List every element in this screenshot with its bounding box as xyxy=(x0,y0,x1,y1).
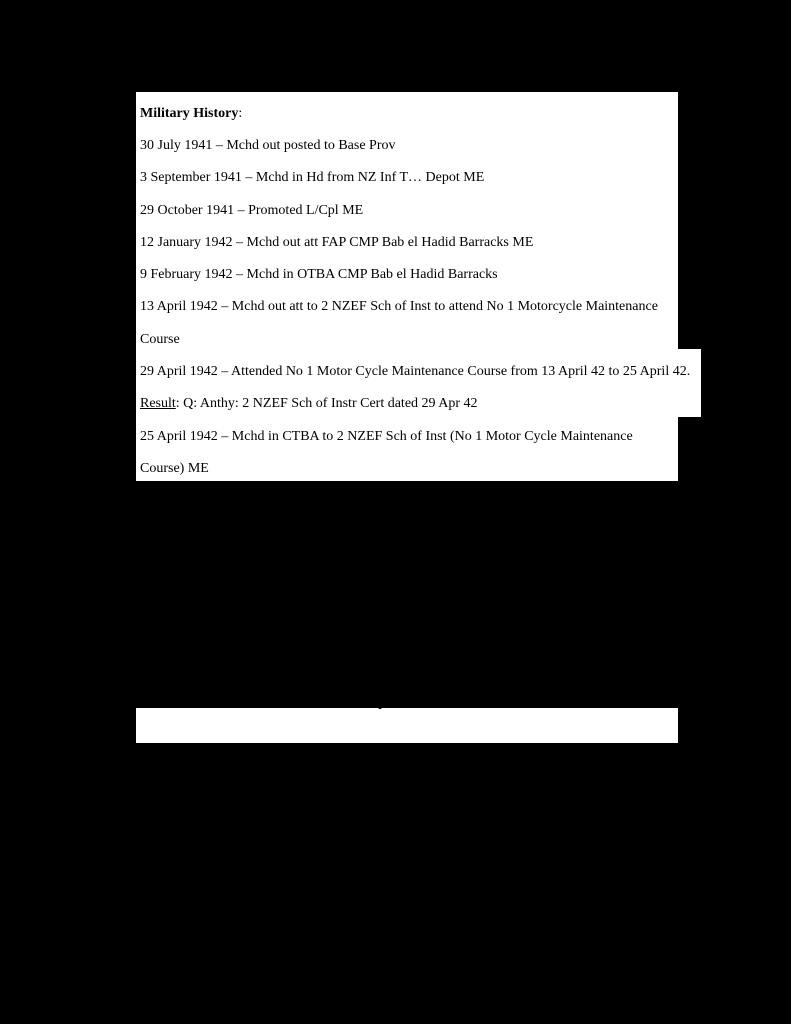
result-label: Result xyxy=(140,396,176,411)
section-heading xyxy=(140,105,242,123)
history-entry-continuation: Course xyxy=(140,332,180,347)
result-line xyxy=(140,395,478,413)
history-entry-continuation: Course) ME xyxy=(140,461,209,476)
history-entry: 29 October 1941 – Promoted L/Cpl ME xyxy=(140,203,364,218)
result-text: : Q: Anthy: 2 NZEF Sch of Instr Cert dated 29 Apr 42 xyxy=(175,396,478,411)
section-heading-label: Military History xyxy=(140,106,239,121)
history-entry: 29 April 1942 – Attended No 1 Motor Cycle Maintenance Course from 13 April 42 to 25 April 42. xyxy=(140,364,691,379)
text-fragment-mark xyxy=(378,704,382,709)
history-entry: 12 January 1942 – Mchd out att FAP CMP Bab el Hadid Barracks ME xyxy=(140,235,534,250)
section-heading-colon: : xyxy=(238,106,243,121)
history-entry: 9 February 1942 – Mchd in OTBA CMP Bab el Hadid Barracks xyxy=(140,267,498,282)
history-entry: 13 April 1942 – Mchd out att to 2 NZEF Sch of Inst to attend No 1 Motorcycle Maintenance xyxy=(140,299,658,314)
history-entry: 25 April 1942 – Mchd in CTBA to 2 NZEF Sch of Inst (No 1 Motor Cycle Maintenance xyxy=(140,429,633,444)
visible-text-region-lower xyxy=(136,708,678,743)
history-entry: 30 July 1941 – Mchd out posted to Base Prov xyxy=(140,138,396,153)
history-entry: 3 September 1941 – Mchd in Hd from NZ Inf T… Depot ME xyxy=(140,170,485,185)
